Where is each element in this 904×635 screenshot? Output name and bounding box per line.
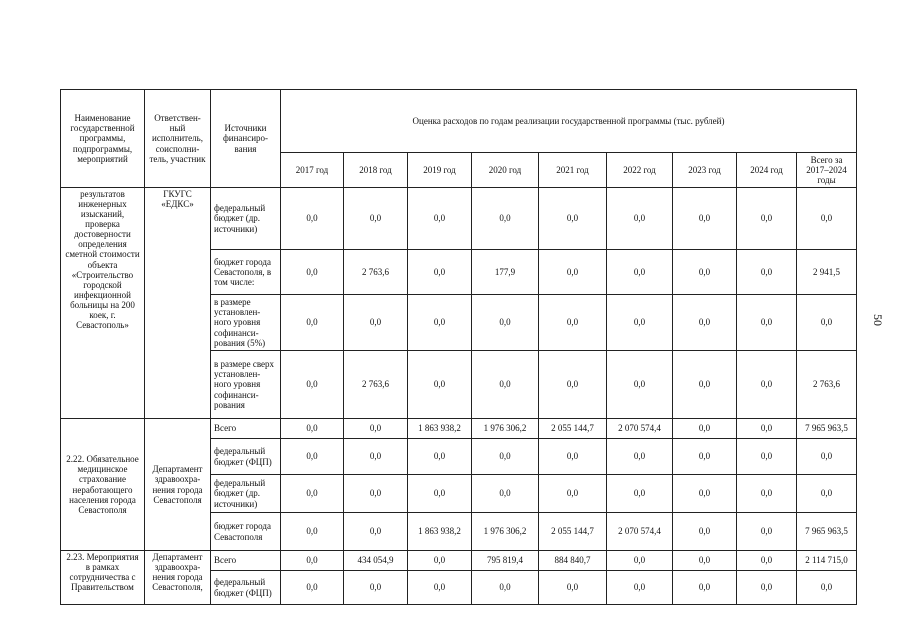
program-name: 2.23. Мероприятия в рамках сотрудничества с Правительством [61,551,145,605]
responsible-party: Департамент здравоохра-нения города Севастополя [145,419,211,551]
value-cell: 0,0 [281,351,344,419]
value-cell: 0,0 [673,513,737,551]
year-2018: 2018 год [344,153,408,188]
value-cell: 0,0 [673,571,737,605]
value-cell: 0,0 [408,571,472,605]
value-cell: 0,0 [408,250,472,295]
value-cell: 0,0 [737,351,797,419]
value-cell: 7 965 963,5 [797,513,857,551]
value-cell: 0,0 [673,188,737,250]
value-cell: 177,9 [472,250,539,295]
program-name: 2.22. Обязательное медицинское страхование неработающего населения города Севастополя [61,419,145,551]
value-cell: 0,0 [673,250,737,295]
value-cell: 0,0 [344,475,408,513]
value-cell: 0,0 [281,188,344,250]
value-cell: 0,0 [281,250,344,295]
value-cell: 0,0 [539,439,607,475]
value-cell: 0,0 [797,571,857,605]
value-cell: 0,0 [737,188,797,250]
value-cell: 0,0 [673,419,737,439]
value-cell: 0,0 [408,475,472,513]
value-cell: 0,0 [607,351,673,419]
year-2021: 2021 год [539,153,607,188]
value-cell: 0,0 [539,188,607,250]
table-row [61,188,857,250]
header-estimate: Оценка расходов по годам реализации государственной программы (тыс. рублей) [281,90,857,153]
value-cell: 0,0 [408,295,472,351]
value-cell: 2 055 144,7 [539,419,607,439]
funding-source: федеральный бюджет (ФЦП) [211,571,281,605]
value-cell: 0,0 [344,513,408,551]
value-cell: 0,0 [607,475,673,513]
value-cell: 0,0 [408,551,472,571]
value-cell: 0,0 [472,571,539,605]
year-2024: 2024 год [737,153,797,188]
header-name: Наименование государственной программы, подпрограммы, мероприятий [61,90,145,188]
value-cell: 434 054,9 [344,551,408,571]
value-cell: 0,0 [737,419,797,439]
value-cell: 0,0 [797,295,857,351]
value-cell: 0,0 [472,188,539,250]
year-total: Всего за 2017–2024 годы [797,153,857,188]
value-cell: 0,0 [281,419,344,439]
value-cell: 0,0 [607,571,673,605]
value-cell: 0,0 [797,188,857,250]
value-cell: 0,0 [607,295,673,351]
value-cell: 0,0 [737,551,797,571]
value-cell: 0,0 [673,439,737,475]
value-cell: 0,0 [344,439,408,475]
value-cell: 2 941,5 [797,250,857,295]
funding-source: бюджет города Севастополя [211,513,281,551]
value-cell: 0,0 [737,513,797,551]
value-cell: 0,0 [472,351,539,419]
value-cell: 2 763,6 [344,250,408,295]
funding-source: Всего [211,419,281,439]
value-cell: 2 114 715,0 [797,551,857,571]
value-cell: 0,0 [344,571,408,605]
header-row-1 [61,90,857,153]
value-cell: 795 819,4 [472,551,539,571]
year-2019: 2019 год [408,153,472,188]
value-cell: 0,0 [737,250,797,295]
value-cell: 0,0 [281,551,344,571]
value-cell: 0,0 [737,475,797,513]
value-cell: 0,0 [797,439,857,475]
value-cell: 0,0 [344,419,408,439]
value-cell: 0,0 [737,439,797,475]
responsible-party: ГКУГС «ЕДКС» [145,188,211,419]
value-cell: 2 763,6 [797,351,857,419]
value-cell: 0,0 [344,295,408,351]
value-cell: 0,0 [472,475,539,513]
value-cell: 0,0 [472,439,539,475]
table-row [61,419,857,439]
value-cell: 0,0 [408,351,472,419]
page-number: 50 [871,314,885,326]
year-2023: 2023 год [673,153,737,188]
value-cell: 0,0 [539,475,607,513]
value-cell: 0,0 [737,571,797,605]
value-cell: 1 976 306,2 [472,419,539,439]
funding-source: федеральный бюджет (ФЦП) [211,439,281,475]
funding-source: в размере сверх установлен-ного уровня софинанси-рования [211,351,281,419]
value-cell: 0,0 [607,188,673,250]
year-2017: 2017 год [281,153,344,188]
value-cell: 0,0 [673,351,737,419]
expenditure-table [60,89,857,605]
value-cell: 0,0 [344,188,408,250]
value-cell: 0,0 [281,439,344,475]
value-cell: 2 070 574,4 [607,513,673,551]
value-cell: 0,0 [539,351,607,419]
header-responsible: Ответствен-ный исполнитель, соисполни-тель, участник [145,90,211,188]
value-cell: 0,0 [281,571,344,605]
value-cell: 1 863 938,2 [408,419,472,439]
value-cell: 0,0 [607,439,673,475]
value-cell: 1 863 938,2 [408,513,472,551]
year-2022: 2022 год [607,153,673,188]
funding-source: Всего [211,551,281,571]
value-cell: 0,0 [539,295,607,351]
value-cell: 884 840,7 [539,551,607,571]
value-cell: 0,0 [281,295,344,351]
value-cell: 0,0 [673,551,737,571]
header-sources: Источники финансиро-вания [211,90,281,188]
funding-source: федеральный бюджет (др. источники) [211,188,281,250]
value-cell: 0,0 [737,295,797,351]
value-cell: 0,0 [673,475,737,513]
program-name: результатов инженерных изысканий, проверка достоверности определения сметной стоимости объекта «Строительство городской инфекционной больницы на 200 коек, г. Севастополь» [61,188,145,419]
value-cell: 2 763,6 [344,351,408,419]
table-row [61,551,857,571]
value-cell: 0,0 [673,295,737,351]
value-cell: 0,0 [539,250,607,295]
funding-source: в размере установлен-ного уровня софинанси-рования (5%) [211,295,281,351]
value-cell: 0,0 [281,513,344,551]
value-cell: 0,0 [472,295,539,351]
value-cell: 0,0 [797,475,857,513]
value-cell: 0,0 [607,250,673,295]
funding-source: федеральный бюджет (др. источники) [211,475,281,513]
funding-source: бюджет города Севастополя, в том числе: [211,250,281,295]
value-cell: 0,0 [408,188,472,250]
year-2020: 2020 год [472,153,539,188]
value-cell: 0,0 [408,439,472,475]
value-cell: 7 965 963,5 [797,419,857,439]
value-cell: 2 070 574,4 [607,419,673,439]
responsible-party: Департамент здравоохра-нения города Севастополя, [145,551,211,605]
value-cell: 0,0 [539,571,607,605]
value-cell: 2 055 144,7 [539,513,607,551]
value-cell: 0,0 [281,475,344,513]
value-cell: 1 976 306,2 [472,513,539,551]
value-cell: 0,0 [607,551,673,571]
